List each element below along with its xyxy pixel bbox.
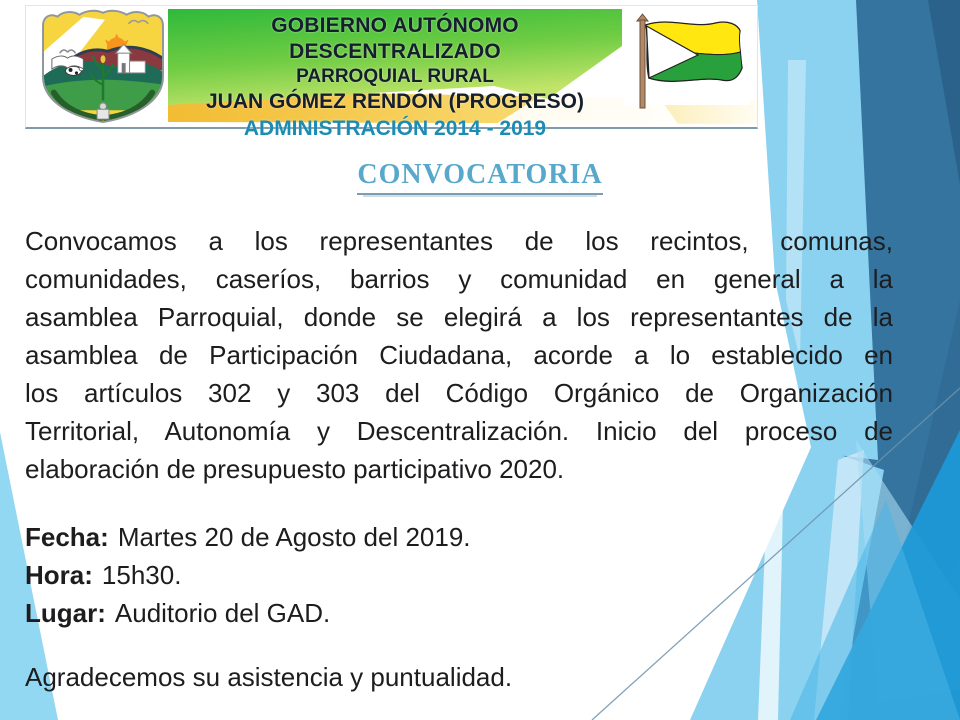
paragraph-line: asamblea Parroquial, donde se elegirá a los representantes de la <box>25 302 893 332</box>
detail-row-lugar <box>25 594 893 632</box>
detail-label: Lugar: <box>25 598 106 628</box>
detail-row-hora <box>25 556 893 594</box>
header-banner <box>25 5 758 140</box>
parish-flag-icon <box>624 12 750 114</box>
org-name-line-1: GOBIERNO AUTÓNOMO DESCENTRALIZADO <box>271 14 519 63</box>
page-title: CONVOCATORIA <box>357 159 602 195</box>
detail-value: Martes 20 de Agosto del 2019. <box>117 522 471 552</box>
paragraph-line: elaboración de presupuesto participativo 2020. <box>25 454 565 484</box>
title-row <box>0 159 960 195</box>
header-text-block <box>168 13 622 142</box>
detail-label: Fecha: <box>25 522 109 552</box>
paragraph-line: Territorial, Autonomía y Descentralización. Inicio del proceso de <box>25 416 893 446</box>
paragraph-line: Convocamos a los representantes de los recintos, comunas, <box>25 226 893 256</box>
administration-period: ADMINISTRACIÓN 2014 - 2019 <box>243 117 547 140</box>
paragraph-line: comunidades, caseríos, barrios y comunidad en general a la <box>25 264 893 294</box>
detail-value: 15h30. <box>101 560 182 590</box>
spacer <box>25 632 893 658</box>
detail-value: Auditorio del GAD. <box>114 598 331 628</box>
org-name-line-3: JUAN GÓMEZ RENDÓN (PROGRESO) <box>205 90 585 113</box>
detail-label: Hora: <box>25 560 93 590</box>
paragraph-line: asamblea de Participación Ciudadana, acorde a lo establecido en <box>25 340 893 370</box>
paragraph-line: los artículos 302 y 303 del Código Orgánico de Organización <box>25 378 893 408</box>
org-name-line-2: PARROQUIAL RURAL <box>296 66 494 87</box>
body-text-block <box>25 222 893 696</box>
coat-of-arms-icon <box>34 8 172 126</box>
detail-row-fecha <box>25 518 893 556</box>
spacer <box>25 488 893 518</box>
closing-line: Agradecemos su asistencia y puntualidad. <box>25 662 513 692</box>
